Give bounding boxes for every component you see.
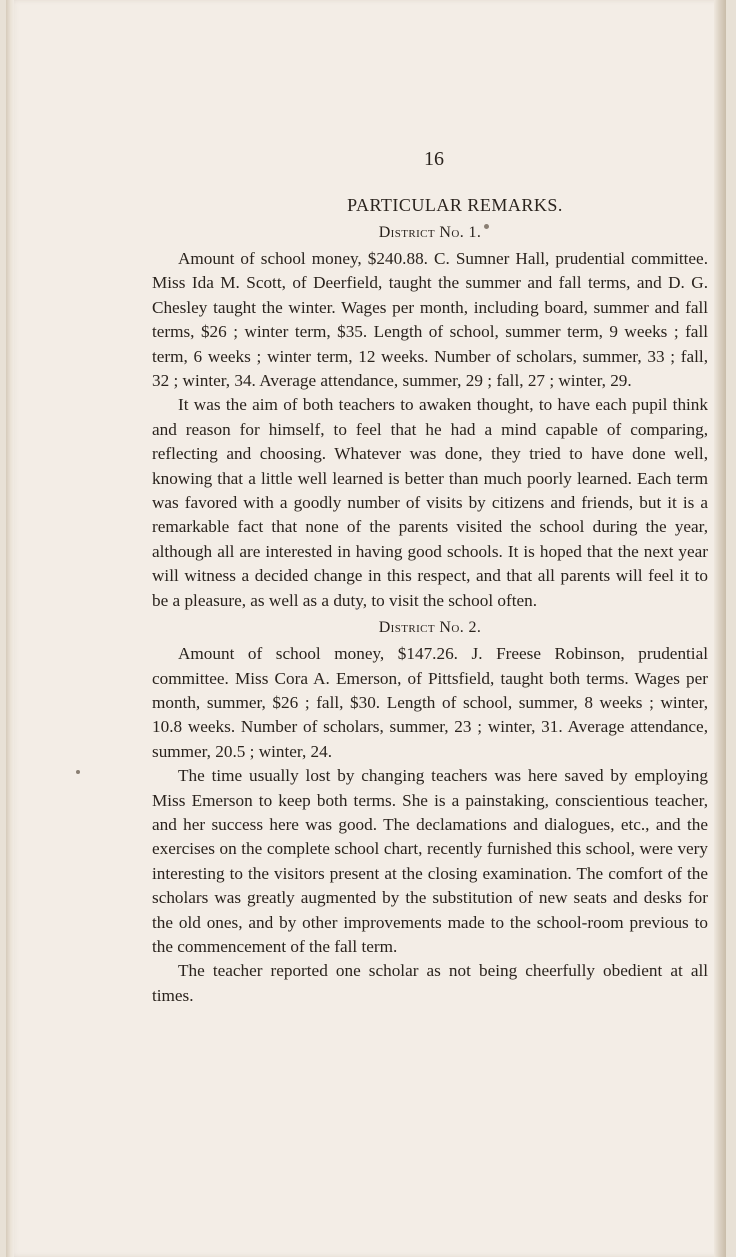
book-page: [6, 0, 726, 1257]
district-1-paragraph-2: It was the aim of both teachers to awaken thought, to have each pupil think and reason for himself, to feel that he had a mind capable of comparing, reflecting and choosing. Whatever was done, they tried to have done well, knowing that a little well learned is better than much poorly learned. Each term was favored with a goodly number of visits by citizens and friends, but it is a remarkable fact that none of the parents visited the school during the year, although all are interested in having good schools. It is hoped that the next year will witness a decided change in this respect, and that all parents will feel it to be a pleasure, as well as a duty, to visit the school often.: [152, 395, 708, 610]
district-1-heading: District No. 1.: [378, 224, 482, 241]
district-2-heading: District No. 2.: [378, 619, 482, 637]
page-left-edge: [6, 0, 14, 1257]
district-2-section: [152, 619, 708, 1008]
ink-speck: [76, 770, 80, 774]
page-content: [152, 148, 708, 1008]
page-right-edge: [714, 0, 726, 1257]
district-2-paragraph-1: Amount of school money, $147.26. J. Freese Robinson, prudential committee. Miss Cora A. Emerson, of Pittsfield, taught both terms. Wages per month, summer, $26 ; fall, $30. Length of school, summer, 8 weeks ; winter, 10.8 weeks. Number of scholars, summer, 23 ; winter, 31. Average attendance, summer, 20.5 ; winter, 24.: [152, 644, 708, 761]
page-number: 16: [424, 148, 444, 170]
page-title: PARTICULAR REMARKS.: [347, 195, 563, 215]
district-2-paragraph-2: The time usually lost by changing teachers was here saved by employing Miss Emerson to keep both terms. She is a painstaking, conscientious teacher, and her success here was good. The declamations and dialogues, etc., and the exercises on the complete school chart, recently furnished this school, were very interesting to the visitors present at the closing examination. The comfort of the scholars was greatly augmented by the substitution of new seats and desks for the old ones, and by other improvements made to the school-room previous to the commencement of the fall term.: [152, 766, 708, 956]
district-2-paragraph-3: The teacher reported one scholar as not being cheerfully obedient at all times.: [152, 961, 708, 1005]
district-1-paragraph-1: Amount of school money, $240.88. C. Sumner Hall, prudential committee. Miss Ida M. Scott, of Deerfield, taught the summer and fall terms, and D. G. Chesley taught the winter. Wages per month, including board, summer and fall terms, $26 ; winter term, $35. Length of school, summer term, 9 weeks ; fall term, 6 weeks ; winter term, 12 weeks. Number of scholars, summer, 33 ; fall, 32 ; winter, 34. Average attendance, summer, 29 ; fall, 27 ; winter, 29.: [152, 249, 708, 391]
district-1-section: [152, 224, 708, 613]
